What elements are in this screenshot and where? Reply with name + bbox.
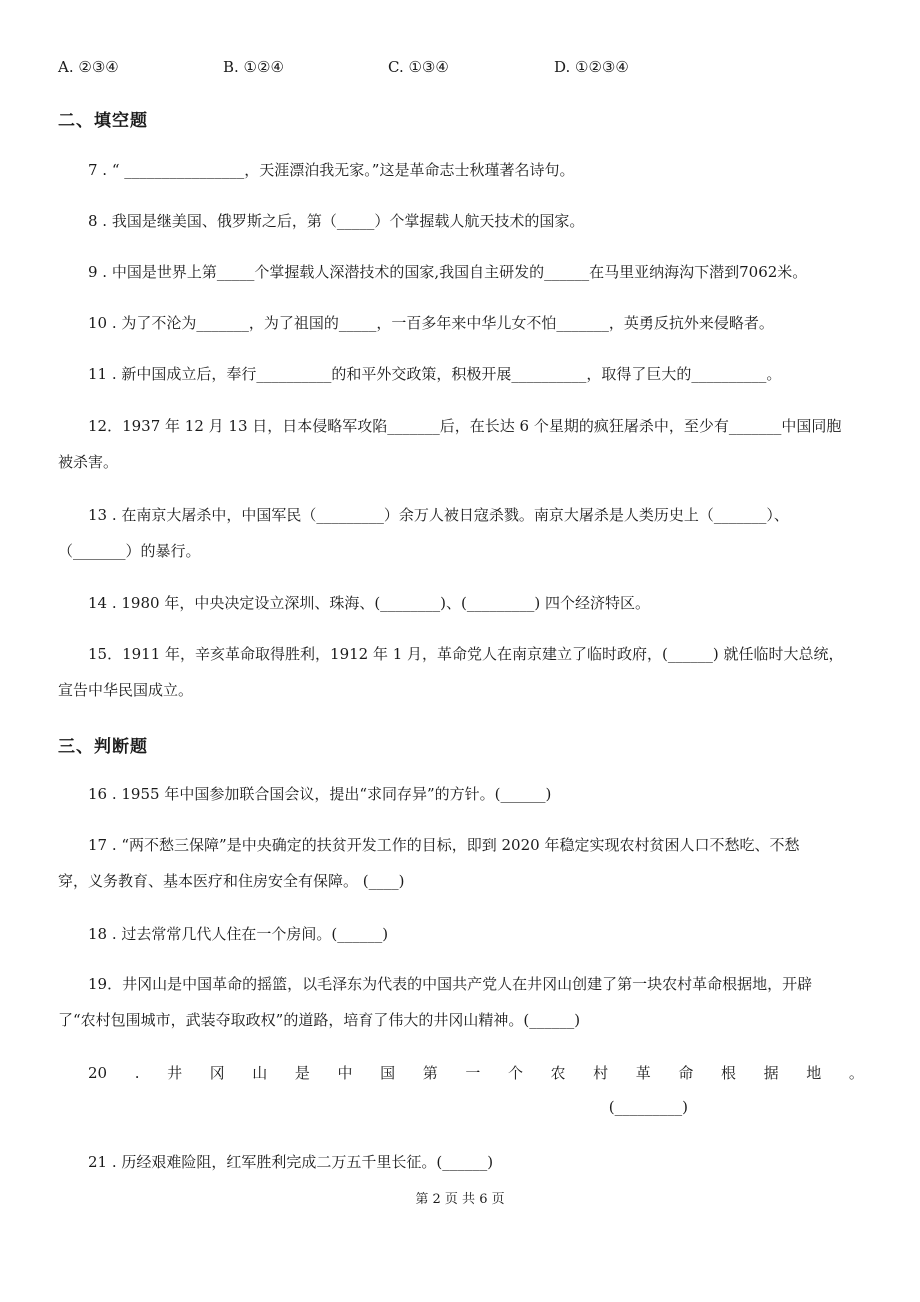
question-20-char: 。: [848, 1064, 864, 1082]
question-20-char: 山: [252, 1064, 268, 1082]
question-20: [88, 1056, 864, 1124]
question-20-char: 据: [763, 1064, 779, 1082]
question-19-line2: 了“农村包围城市，武装夺取政权”的道路，培育了伟大的井冈山精神。(______): [58, 1011, 581, 1029]
question-14-text: 14 . 1980 年，中央决定设立深圳、珠海、(________)、(_________) 四个经济特区。: [88, 594, 651, 612]
question-12: [58, 408, 864, 480]
answer-options-row: [58, 58, 858, 82]
question-18-text: 18 . 过去常常几代人住在一个房间。(______): [88, 925, 389, 943]
question-20-text: [88, 1056, 864, 1090]
page-footer: 第 2 页 共 6 页: [415, 1192, 505, 1207]
question-20-char: 冈: [209, 1064, 225, 1082]
question-13-line1: 13 . 在南京大屠杀中，中国军民（_________）余万人被日寇杀戮。南京大屠杀是人类历史上（_______）、: [88, 506, 789, 524]
question-15-line1: 15．1911 年，辛亥革命取得胜利，1912 年 1 月，革命党人在南京建立了临时政府，(______) 就任临时大总统，: [88, 645, 844, 663]
question-13-line2: （_______）的暴行。: [58, 542, 201, 560]
question-11: [58, 356, 864, 392]
question-19: [58, 966, 864, 1038]
question-20-char: 革: [635, 1064, 651, 1082]
option-b: B. ①②④: [223, 58, 284, 76]
section-title-true-false: 三、判断题: [58, 737, 148, 757]
question-20-char: 农: [550, 1064, 566, 1082]
question-9: [58, 254, 864, 290]
section-title-fill-blank: 二、填空题: [58, 111, 148, 131]
option-c: C. ①③④: [388, 58, 449, 76]
option-d: D. ①②③④: [554, 58, 629, 76]
question-18: [58, 916, 864, 952]
question-20-char: 一: [465, 1064, 481, 1082]
question-20-char: 是: [294, 1064, 310, 1082]
question-8-text: 8 . 我国是继美国、俄罗斯之后，第（_____）个掌握载人航天技术的国家。: [88, 212, 585, 230]
question-20-char: 中: [337, 1064, 353, 1082]
question-9-text: 9 . 中国是世界上第_____个掌握载人深潜技术的国家,我国自主研发的______在马里亚纳海沟下潜到7062米。: [88, 263, 808, 281]
question-20-char: 第: [422, 1064, 438, 1082]
question-11-text: 11 . 新中国成立后，奉行__________的和平外交政策，积极开展__________，取得了巨大的__________。: [88, 365, 782, 383]
question-8: [58, 203, 864, 239]
question-13: [58, 497, 864, 569]
question-20-char: 根: [720, 1064, 736, 1082]
question-12-line2: 被杀害。: [58, 453, 119, 471]
question-20-char: 个: [507, 1064, 523, 1082]
question-15: [58, 636, 864, 708]
question-16-text: 16 . 1955 年中国参加联合国会议，提出“求同存异”的方针。(______): [88, 785, 552, 803]
question-17-line2: 穿，义务教育、基本医疗和住房安全有保障。 (____): [58, 872, 405, 890]
question-20-char: 国: [380, 1064, 396, 1082]
question-15-line2: 宣告中华民国成立。: [58, 681, 194, 699]
question-20-char: 村: [593, 1064, 609, 1082]
question-20-char: 20: [88, 1064, 108, 1082]
question-10: [58, 305, 864, 341]
question-7-text: 7 . “ ________________，天涯漂泊我无家。”这是革命志士秋瑾著名诗句。: [88, 161, 575, 179]
question-20-blank: (_________): [608, 1098, 688, 1116]
question-20-char: .: [134, 1064, 140, 1082]
question-10-text: 10 . 为了不沦为_______，为了祖国的_____，一百多年来中华儿女不怕_______，英勇反抗外来侵略者。: [88, 314, 774, 332]
question-14: [58, 585, 864, 621]
question-12-line1: 12．1937 年 12 月 13 日，日本侵略军攻陷_______后，在长达 6 个星期的疯狂屠杀中，至少有_______中国同胞: [88, 417, 842, 435]
question-17-line1: 17 . “两不愁三保障”是中央确定的扶贫开发工作的目标，即到 2020 年稳定实现农村贫困人口不愁吃、不愁: [88, 836, 800, 854]
question-21-text: 21 . 历经艰难险阻，红军胜利完成二万五千里长征。(______): [88, 1153, 494, 1171]
question-7: [58, 152, 864, 188]
question-20-char: 井: [167, 1064, 183, 1082]
option-a: A. ②③④: [58, 58, 119, 76]
question-20-char: 地: [806, 1064, 822, 1082]
question-20-char: 命: [678, 1064, 694, 1082]
question-19-line1: 19．井冈山是中国革命的摇篮，以毛泽东为代表的中国共产党人在井冈山创建了第一块农村革命根据地，开辟: [88, 975, 813, 993]
question-16: [58, 776, 864, 812]
question-21: [58, 1144, 864, 1180]
question-17: [58, 827, 864, 899]
